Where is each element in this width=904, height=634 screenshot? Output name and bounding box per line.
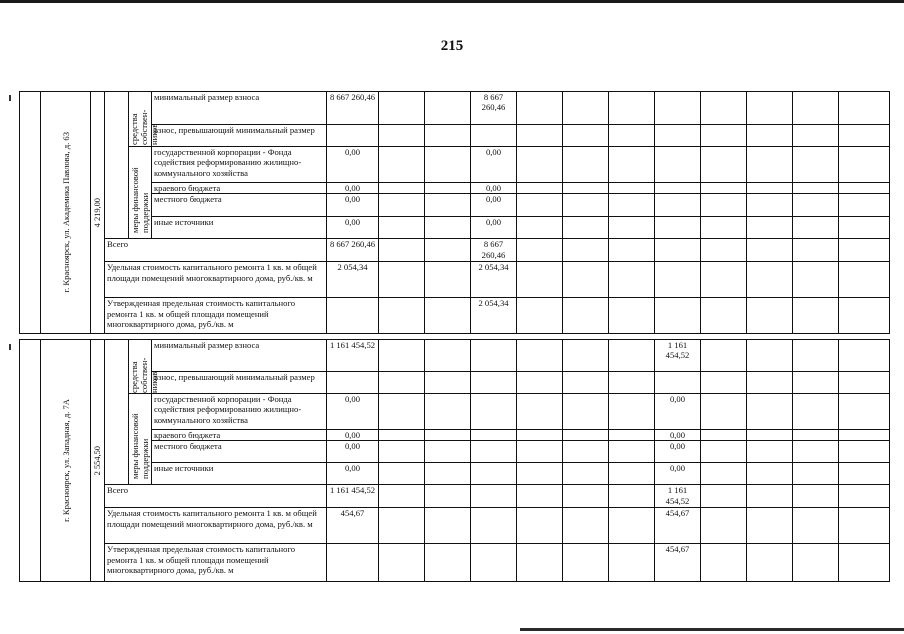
address-cell: г. Красноярск, ул. Западная, д. 7А xyxy=(41,340,91,582)
table-row xyxy=(20,262,890,298)
row-label: Утвержденная предельная стоимость капитального ремонта 1 кв. м общей площади помещений многоквартирного дома, руб./кв. м xyxy=(105,298,327,334)
value-cell: 8 667 260,46 xyxy=(327,92,379,125)
table-row xyxy=(20,394,890,430)
value-cell: 8 667 260,46 xyxy=(471,239,517,262)
row-label: Всего xyxy=(105,485,327,508)
value-cell: 0,00 xyxy=(327,394,379,430)
scan-edge-top xyxy=(0,0,904,3)
owners-funds-group: средства собствен-ников xyxy=(129,92,152,147)
value-cell: 0,00 xyxy=(655,463,701,485)
value-cell: 2 054,34 xyxy=(327,262,379,298)
value-cell: 0,00 xyxy=(327,441,379,463)
row-label: Удельная стоимость капитального ремонта 1 кв. м общей площади помещений многоквартирного дома, руб./кв. м xyxy=(105,508,327,544)
row-label: Всего xyxy=(105,239,327,262)
value-cell: 2 054,34 xyxy=(471,262,517,298)
value-cell: 1 161 454,52 xyxy=(655,340,701,372)
row-label: взнос, превышающий минимальный размер xyxy=(152,372,327,394)
owners-funds-group: средства собствен-ников xyxy=(129,340,152,394)
table-row xyxy=(20,340,890,372)
row-label: краевого бюджета xyxy=(152,430,327,441)
row-label: Утвержденная предельная стоимость капитального ремонта 1 кв. м общей площади помещений многоквартирного дома, руб./кв. м xyxy=(105,544,327,582)
row-label: местного бюджета xyxy=(152,441,327,463)
blank-cell xyxy=(105,340,129,485)
value-cell: 0,00 xyxy=(327,217,379,239)
value-cell: 1 161 454,52 xyxy=(327,340,379,372)
value-cell: 0,00 xyxy=(655,394,701,430)
value-cell xyxy=(655,92,701,125)
value-cell: 454,67 xyxy=(655,544,701,582)
table-row xyxy=(20,485,890,508)
value-cell: 0,00 xyxy=(327,463,379,485)
page-number: 215 xyxy=(440,38,464,54)
scan-edge-mark xyxy=(9,95,11,101)
row-label: иные источники xyxy=(152,463,327,485)
table-row xyxy=(20,239,890,262)
value-cell: 0,00 xyxy=(655,441,701,463)
row-label: минимальный размер взноса xyxy=(152,92,327,125)
value-cell: 8 667 260,46 xyxy=(327,239,379,262)
row-label: Удельная стоимость капитального ремонта 1 кв. м общей площади помещений многоквартирного дома, руб./кв. м xyxy=(105,262,327,298)
table-row xyxy=(20,147,890,183)
table-row xyxy=(20,92,890,125)
scan-edge-bottom xyxy=(520,628,904,631)
row-label: иные источники xyxy=(152,217,327,239)
value-cell: 454,67 xyxy=(655,508,701,544)
row-label: местного бюджета xyxy=(152,194,327,217)
row-number-cell xyxy=(20,340,41,582)
value-cell: 0,00 xyxy=(327,183,379,194)
value-cell: 0,00 xyxy=(471,183,517,194)
table-row xyxy=(20,298,890,334)
repair-table-block-2 xyxy=(19,339,890,582)
value-cell: 0,00 xyxy=(655,430,701,441)
table-row xyxy=(20,544,890,582)
row-label: краевого бюджета xyxy=(152,183,327,194)
value-cell: 1 161 454,52 xyxy=(655,485,701,508)
row-label: минимальный размер взноса xyxy=(152,340,327,372)
value-cell: 1 161 454,52 xyxy=(327,485,379,508)
blank-cell xyxy=(105,92,129,239)
row-label: взнос, превышающий минимальный размер xyxy=(152,125,327,147)
table-row xyxy=(20,508,890,544)
repair-table-block-1 xyxy=(19,91,890,334)
row-label: государственной корпорации - Фонда содействия реформированию жилищно-коммунального хозяйства xyxy=(152,394,327,430)
address-cell: г. Красноярск, ул. Академика Павлова, д. 63 xyxy=(41,92,91,334)
value-cell: 8 667 260,46 xyxy=(471,92,517,125)
value-cell: 454,67 xyxy=(327,508,379,544)
row-label: государственной корпорации - Фонда содействия реформированию жилищно-коммунального хозяйства xyxy=(152,147,327,183)
area-cell: 4 219,00 xyxy=(91,92,105,334)
financial-support-group: меры финансовой поддержки xyxy=(129,394,152,485)
value-cell: 0,00 xyxy=(471,194,517,217)
value-cell: 0,00 xyxy=(471,147,517,183)
value-cell: 0,00 xyxy=(471,217,517,239)
value-cell: 0,00 xyxy=(327,194,379,217)
value-cell: 2 054,34 xyxy=(471,298,517,334)
area-cell: 2 554,50 xyxy=(91,340,105,582)
row-number-cell xyxy=(20,92,41,334)
value-cell: 0,00 xyxy=(327,147,379,183)
value-cell: 0,00 xyxy=(327,430,379,441)
scan-edge-mark xyxy=(9,344,11,350)
financial-support-group: меры финансовой поддержки xyxy=(129,147,152,239)
